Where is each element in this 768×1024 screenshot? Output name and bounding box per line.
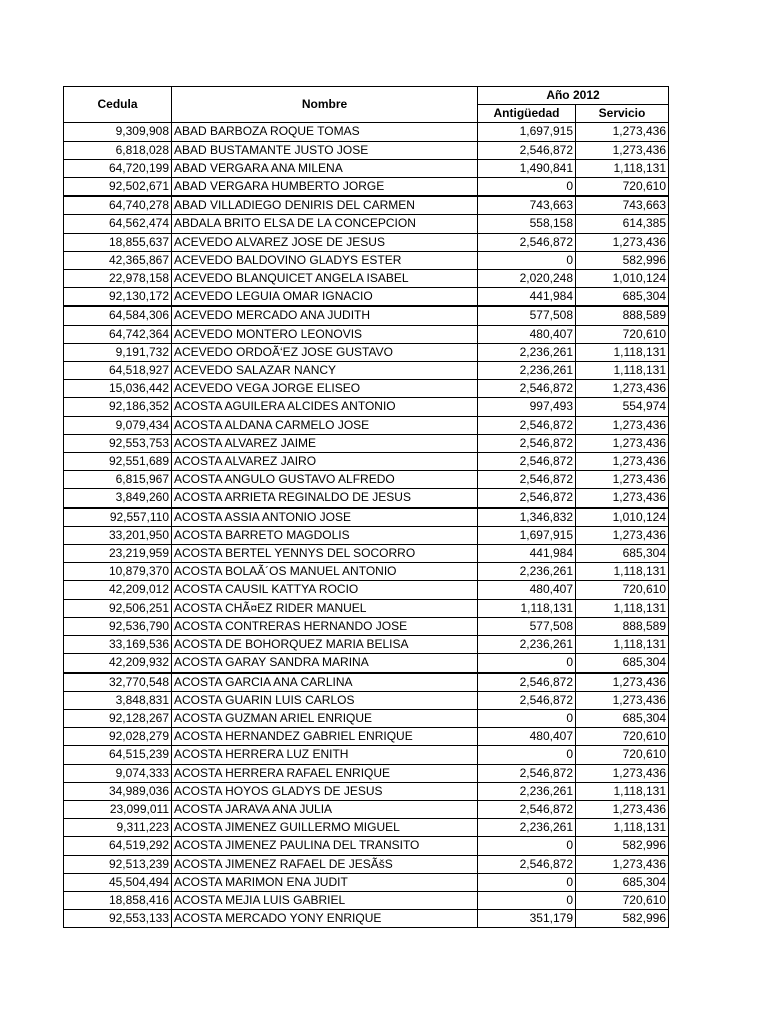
table-row — [64, 819, 669, 837]
cell-servicio: 1,273,436 — [576, 855, 669, 873]
table-row — [64, 526, 669, 544]
cell-cedula: 3,848,831 — [64, 691, 172, 709]
cell-servicio: 1,273,436 — [576, 526, 669, 544]
cell-servicio: 1,273,436 — [576, 416, 669, 434]
cell-nombre: ACEVEDO SALAZAR NANCY — [172, 362, 478, 380]
cell-nombre: ACOSTA GUARIN LUIS CARLOS — [172, 691, 478, 709]
cell-servicio: 1,118,131 — [576, 563, 669, 581]
table-row — [64, 233, 669, 251]
cell-cedula: 64,740,278 — [64, 196, 172, 215]
cell-nombre: ACEVEDO MONTERO LEONOVIS — [172, 325, 478, 343]
cell-antiguedad: 2,236,261 — [478, 563, 576, 581]
cell-servicio: 1,118,131 — [576, 362, 669, 380]
cell-antiguedad: 2,236,261 — [478, 819, 576, 837]
cell-antiguedad: 0 — [478, 891, 576, 909]
table-row — [64, 581, 669, 599]
cell-antiguedad: 1,697,915 — [478, 526, 576, 544]
cell-nombre: ACOSTA CAUSIL KATTYA ROCIO — [172, 581, 478, 599]
cell-antiguedad: 2,546,872 — [478, 764, 576, 782]
cell-servicio: 1,273,436 — [576, 141, 669, 159]
cell-nombre: ACOSTA ALDANA CARMELO JOSE — [172, 416, 478, 434]
cell-nombre: ACOSTA DE BOHORQUEZ MARIA BELISA — [172, 636, 478, 654]
cell-nombre: ACOSTA GARCIA ANA CARLINA — [172, 673, 478, 692]
cell-cedula: 23,219,959 — [64, 545, 172, 563]
cell-antiguedad: 2,546,872 — [478, 453, 576, 471]
cell-antiguedad: 743,663 — [478, 196, 576, 215]
cell-nombre: ACOSTA ARRIETA REGINALDO DE JESUS — [172, 489, 478, 508]
cell-servicio: 1,118,131 — [576, 819, 669, 837]
cell-servicio: 1,118,131 — [576, 782, 669, 800]
cell-servicio: 614,385 — [576, 215, 669, 233]
table-row — [64, 453, 669, 471]
cell-nombre: ABAD VERGARA ANA MILENA — [172, 159, 478, 177]
cell-cedula: 22,978,158 — [64, 270, 172, 288]
table-row — [64, 398, 669, 416]
cell-cedula: 9,191,732 — [64, 343, 172, 361]
table-row — [64, 508, 669, 527]
cell-nombre: ACOSTA ASSIA ANTONIO JOSE — [172, 508, 478, 527]
cell-cedula: 10,879,370 — [64, 563, 172, 581]
cell-nombre: ABDALA BRITO ELSA DE LA CONCEPCION — [172, 215, 478, 233]
cell-cedula: 33,201,950 — [64, 526, 172, 544]
cell-servicio: 685,304 — [576, 654, 669, 673]
cell-cedula: 92,553,753 — [64, 434, 172, 452]
cell-servicio: 1,273,436 — [576, 764, 669, 782]
table-row — [64, 416, 669, 434]
cell-antiguedad: 1,118,131 — [478, 599, 576, 617]
cell-nombre: ACOSTA JIMENEZ PAULINA DEL TRANSITO — [172, 837, 478, 855]
cell-antiguedad: 1,697,915 — [478, 123, 576, 141]
cell-servicio: 1,273,436 — [576, 380, 669, 398]
cell-antiguedad: 2,546,872 — [478, 141, 576, 159]
header-servicio: Servicio — [576, 105, 669, 123]
cell-antiguedad: 2,546,872 — [478, 489, 576, 508]
cell-nombre: ACOSTA BERTEL YENNYS DEL SOCORRO — [172, 545, 478, 563]
cell-cedula: 45,504,494 — [64, 873, 172, 891]
cell-nombre: ABAD VERGARA HUMBERTO JORGE — [172, 178, 478, 197]
cell-servicio: 554,974 — [576, 398, 669, 416]
cell-nombre: ACOSTA AGUILERA ALCIDES ANTONIO — [172, 398, 478, 416]
cell-nombre: ABAD BUSTAMANTE JUSTO JOSE — [172, 141, 478, 159]
cell-nombre: ACEVEDO BLANQUICET ANGELA ISABEL — [172, 270, 478, 288]
table-body — [64, 123, 669, 928]
cell-nombre: ACOSTA ALVAREZ JAIRO — [172, 453, 478, 471]
table-row — [64, 288, 669, 307]
table-row — [64, 800, 669, 818]
cell-nombre: ACEVEDO BALDOVINO GLADYS ESTER — [172, 251, 478, 269]
cell-nombre: ACOSTA MEJIA LUIS GABRIEL — [172, 891, 478, 909]
table-row — [64, 891, 669, 909]
cell-cedula: 64,720,199 — [64, 159, 172, 177]
cell-cedula: 92,130,172 — [64, 288, 172, 307]
cell-nombre: ACOSTA HOYOS GLADYS DE JESUS — [172, 782, 478, 800]
table-row — [64, 709, 669, 727]
table-row — [64, 764, 669, 782]
table-row — [64, 837, 669, 855]
cell-antiguedad: 2,546,872 — [478, 691, 576, 709]
cell-servicio: 685,304 — [576, 873, 669, 891]
cell-servicio: 1,010,124 — [576, 508, 669, 527]
cell-servicio: 582,996 — [576, 251, 669, 269]
cell-antiguedad: 2,546,872 — [478, 855, 576, 873]
cell-cedula: 92,551,689 — [64, 453, 172, 471]
cell-servicio: 720,610 — [576, 728, 669, 746]
cell-antiguedad: 441,984 — [478, 288, 576, 307]
cell-cedula: 9,079,434 — [64, 416, 172, 434]
cell-servicio: 720,610 — [576, 325, 669, 343]
table-row — [64, 563, 669, 581]
cell-servicio: 1,273,436 — [576, 471, 669, 489]
cell-cedula: 92,502,671 — [64, 178, 172, 197]
cell-servicio: 888,589 — [576, 617, 669, 635]
cell-antiguedad: 351,179 — [478, 910, 576, 928]
table-row — [64, 306, 669, 325]
cell-antiguedad: 1,346,832 — [478, 508, 576, 527]
table-row — [64, 746, 669, 764]
cell-nombre: ACOSTA MERCADO YONY ENRIQUE — [172, 910, 478, 928]
table-row — [64, 599, 669, 617]
cell-cedula: 64,519,292 — [64, 837, 172, 855]
cell-antiguedad: 997,493 — [478, 398, 576, 416]
table-row — [64, 636, 669, 654]
cell-antiguedad: 2,546,872 — [478, 416, 576, 434]
table-row — [64, 471, 669, 489]
cell-antiguedad: 2,020,248 — [478, 270, 576, 288]
table-row — [64, 159, 669, 177]
cell-servicio: 720,610 — [576, 178, 669, 197]
cell-cedula: 64,515,239 — [64, 746, 172, 764]
cell-antiguedad: 2,546,872 — [478, 434, 576, 452]
table-row — [64, 196, 669, 215]
cell-servicio: 1,010,124 — [576, 270, 669, 288]
cell-servicio: 1,118,131 — [576, 636, 669, 654]
cell-cedula: 42,365,867 — [64, 251, 172, 269]
cell-cedula: 92,513,239 — [64, 855, 172, 873]
cell-nombre: ACEVEDO ORDOÃ‘EZ JOSE GUSTAVO — [172, 343, 478, 361]
cell-cedula: 18,855,637 — [64, 233, 172, 251]
header-cedula: Cedula — [64, 87, 172, 123]
cell-servicio: 1,273,436 — [576, 453, 669, 471]
cell-nombre: ACOSTA MARIMON ENA JUDIT — [172, 873, 478, 891]
header-nombre: Nombre — [172, 87, 478, 123]
cell-antiguedad: 2,546,872 — [478, 233, 576, 251]
cell-antiguedad: 577,508 — [478, 306, 576, 325]
table-row — [64, 215, 669, 233]
cell-antiguedad: 480,407 — [478, 581, 576, 599]
cell-nombre: ACOSTA CHÃ¤EZ RIDER MANUEL — [172, 599, 478, 617]
cell-antiguedad: 0 — [478, 746, 576, 764]
table-row — [64, 617, 669, 635]
cell-servicio: 720,610 — [576, 746, 669, 764]
cell-nombre: ACOSTA HERRERA LUZ ENITH — [172, 746, 478, 764]
cell-servicio: 1,273,436 — [576, 673, 669, 692]
cell-cedula: 64,518,927 — [64, 362, 172, 380]
cell-antiguedad: 0 — [478, 837, 576, 855]
cell-servicio: 1,273,436 — [576, 691, 669, 709]
cell-cedula: 42,209,932 — [64, 654, 172, 673]
cell-nombre: ACEVEDO MERCADO ANA JUDITH — [172, 306, 478, 325]
cell-cedula: 3,849,260 — [64, 489, 172, 508]
cell-cedula: 23,099,011 — [64, 800, 172, 818]
cell-servicio: 720,610 — [576, 891, 669, 909]
cell-servicio: 1,118,131 — [576, 599, 669, 617]
cell-servicio: 1,118,131 — [576, 343, 669, 361]
cell-antiguedad: 2,546,872 — [478, 380, 576, 398]
cell-servicio: 685,304 — [576, 545, 669, 563]
table-row — [64, 910, 669, 928]
payroll-table — [63, 86, 669, 928]
cell-nombre: ACOSTA HERNANDEZ GABRIEL ENRIQUE — [172, 728, 478, 746]
cell-antiguedad: 0 — [478, 709, 576, 727]
cell-cedula: 92,028,279 — [64, 728, 172, 746]
cell-antiguedad: 577,508 — [478, 617, 576, 635]
cell-antiguedad: 2,236,261 — [478, 362, 576, 380]
table-header — [64, 87, 669, 123]
cell-servicio: 1,273,436 — [576, 434, 669, 452]
table-row — [64, 362, 669, 380]
cell-nombre: ABAD VILLADIEGO DENIRIS DEL CARMEN — [172, 196, 478, 215]
cell-nombre: ACOSTA JIMENEZ RAFAEL DE JESÃšS — [172, 855, 478, 873]
cell-nombre: ACEVEDO ALVAREZ JOSE DE JESUS — [172, 233, 478, 251]
cell-cedula: 64,742,364 — [64, 325, 172, 343]
table-row — [64, 270, 669, 288]
table-row — [64, 178, 669, 197]
cell-antiguedad: 2,546,872 — [478, 471, 576, 489]
table-row — [64, 123, 669, 141]
cell-nombre: ACEVEDO LEGUIA OMAR IGNACIO — [172, 288, 478, 307]
cell-antiguedad: 480,407 — [478, 728, 576, 746]
cell-cedula: 6,815,967 — [64, 471, 172, 489]
cell-cedula: 6,818,028 — [64, 141, 172, 159]
cell-nombre: ACOSTA HERRERA RAFAEL ENRIQUE — [172, 764, 478, 782]
cell-cedula: 64,584,306 — [64, 306, 172, 325]
cell-antiguedad: 2,546,872 — [478, 800, 576, 818]
cell-antiguedad: 2,236,261 — [478, 782, 576, 800]
cell-servicio: 685,304 — [576, 288, 669, 307]
cell-cedula: 9,074,333 — [64, 764, 172, 782]
cell-servicio: 743,663 — [576, 196, 669, 215]
cell-servicio: 1,273,436 — [576, 800, 669, 818]
cell-antiguedad: 480,407 — [478, 325, 576, 343]
cell-antiguedad: 558,158 — [478, 215, 576, 233]
cell-cedula: 92,506,251 — [64, 599, 172, 617]
cell-cedula: 92,553,133 — [64, 910, 172, 928]
cell-nombre: ACOSTA ALVAREZ JAIME — [172, 434, 478, 452]
cell-cedula: 18,858,416 — [64, 891, 172, 909]
table-row — [64, 489, 669, 508]
cell-antiguedad: 441,984 — [478, 545, 576, 563]
table-row — [64, 873, 669, 891]
cell-nombre: ACOSTA GARAY SANDRA MARINA — [172, 654, 478, 673]
table-row — [64, 434, 669, 452]
cell-cedula: 32,770,548 — [64, 673, 172, 692]
cell-cedula: 33,169,536 — [64, 636, 172, 654]
cell-cedula: 15,036,442 — [64, 380, 172, 398]
cell-cedula: 64,562,474 — [64, 215, 172, 233]
cell-antiguedad: 2,546,872 — [478, 673, 576, 692]
cell-servicio: 582,996 — [576, 837, 669, 855]
cell-cedula: 92,557,110 — [64, 508, 172, 527]
cell-nombre: ACOSTA JARAVA ANA JULIA — [172, 800, 478, 818]
header-antiguedad: Antigüedad — [478, 105, 576, 123]
table-row — [64, 380, 669, 398]
table-row — [64, 654, 669, 673]
cell-antiguedad: 0 — [478, 654, 576, 673]
table-row — [64, 325, 669, 343]
cell-nombre: ACOSTA ANGULO GUSTAVO ALFREDO — [172, 471, 478, 489]
cell-nombre: ACOSTA GUZMAN ARIEL ENRIQUE — [172, 709, 478, 727]
table-row — [64, 343, 669, 361]
cell-cedula: 9,309,908 — [64, 123, 172, 141]
cell-antiguedad: 0 — [478, 251, 576, 269]
cell-nombre: ACOSTA JIMENEZ GUILLERMO MIGUEL — [172, 819, 478, 837]
cell-antiguedad: 2,236,261 — [478, 636, 576, 654]
cell-nombre: ACEVEDO VEGA JORGE ELISEO — [172, 380, 478, 398]
cell-servicio: 1,273,436 — [576, 123, 669, 141]
cell-cedula: 92,128,267 — [64, 709, 172, 727]
cell-antiguedad: 1,490,841 — [478, 159, 576, 177]
cell-antiguedad: 0 — [478, 873, 576, 891]
cell-cedula: 42,209,012 — [64, 581, 172, 599]
table-row — [64, 728, 669, 746]
cell-nombre: ACOSTA CONTRERAS HERNANDO JOSE — [172, 617, 478, 635]
cell-nombre: ABAD BARBOZA ROQUE TOMAS — [172, 123, 478, 141]
cell-servicio: 1,273,436 — [576, 233, 669, 251]
cell-antiguedad: 2,236,261 — [478, 343, 576, 361]
header-year-group: Año 2012 — [478, 87, 669, 105]
table-row — [64, 673, 669, 692]
cell-servicio: 720,610 — [576, 581, 669, 599]
cell-antiguedad: 0 — [478, 178, 576, 197]
cell-cedula: 34,989,036 — [64, 782, 172, 800]
cell-nombre: ACOSTA BARRETO MAGDOLIS — [172, 526, 478, 544]
table-row — [64, 782, 669, 800]
cell-servicio: 582,996 — [576, 910, 669, 928]
cell-servicio: 1,118,131 — [576, 159, 669, 177]
table-row — [64, 141, 669, 159]
table-row — [64, 691, 669, 709]
cell-servicio: 1,273,436 — [576, 489, 669, 508]
table-row — [64, 855, 669, 873]
cell-cedula: 9,311,223 — [64, 819, 172, 837]
cell-servicio: 685,304 — [576, 709, 669, 727]
cell-cedula: 92,536,790 — [64, 617, 172, 635]
cell-cedula: 92,186,352 — [64, 398, 172, 416]
cell-nombre: ACOSTA BOLAÃ´OS MANUEL ANTONIO — [172, 563, 478, 581]
table-row — [64, 545, 669, 563]
cell-servicio: 888,589 — [576, 306, 669, 325]
table-row — [64, 251, 669, 269]
